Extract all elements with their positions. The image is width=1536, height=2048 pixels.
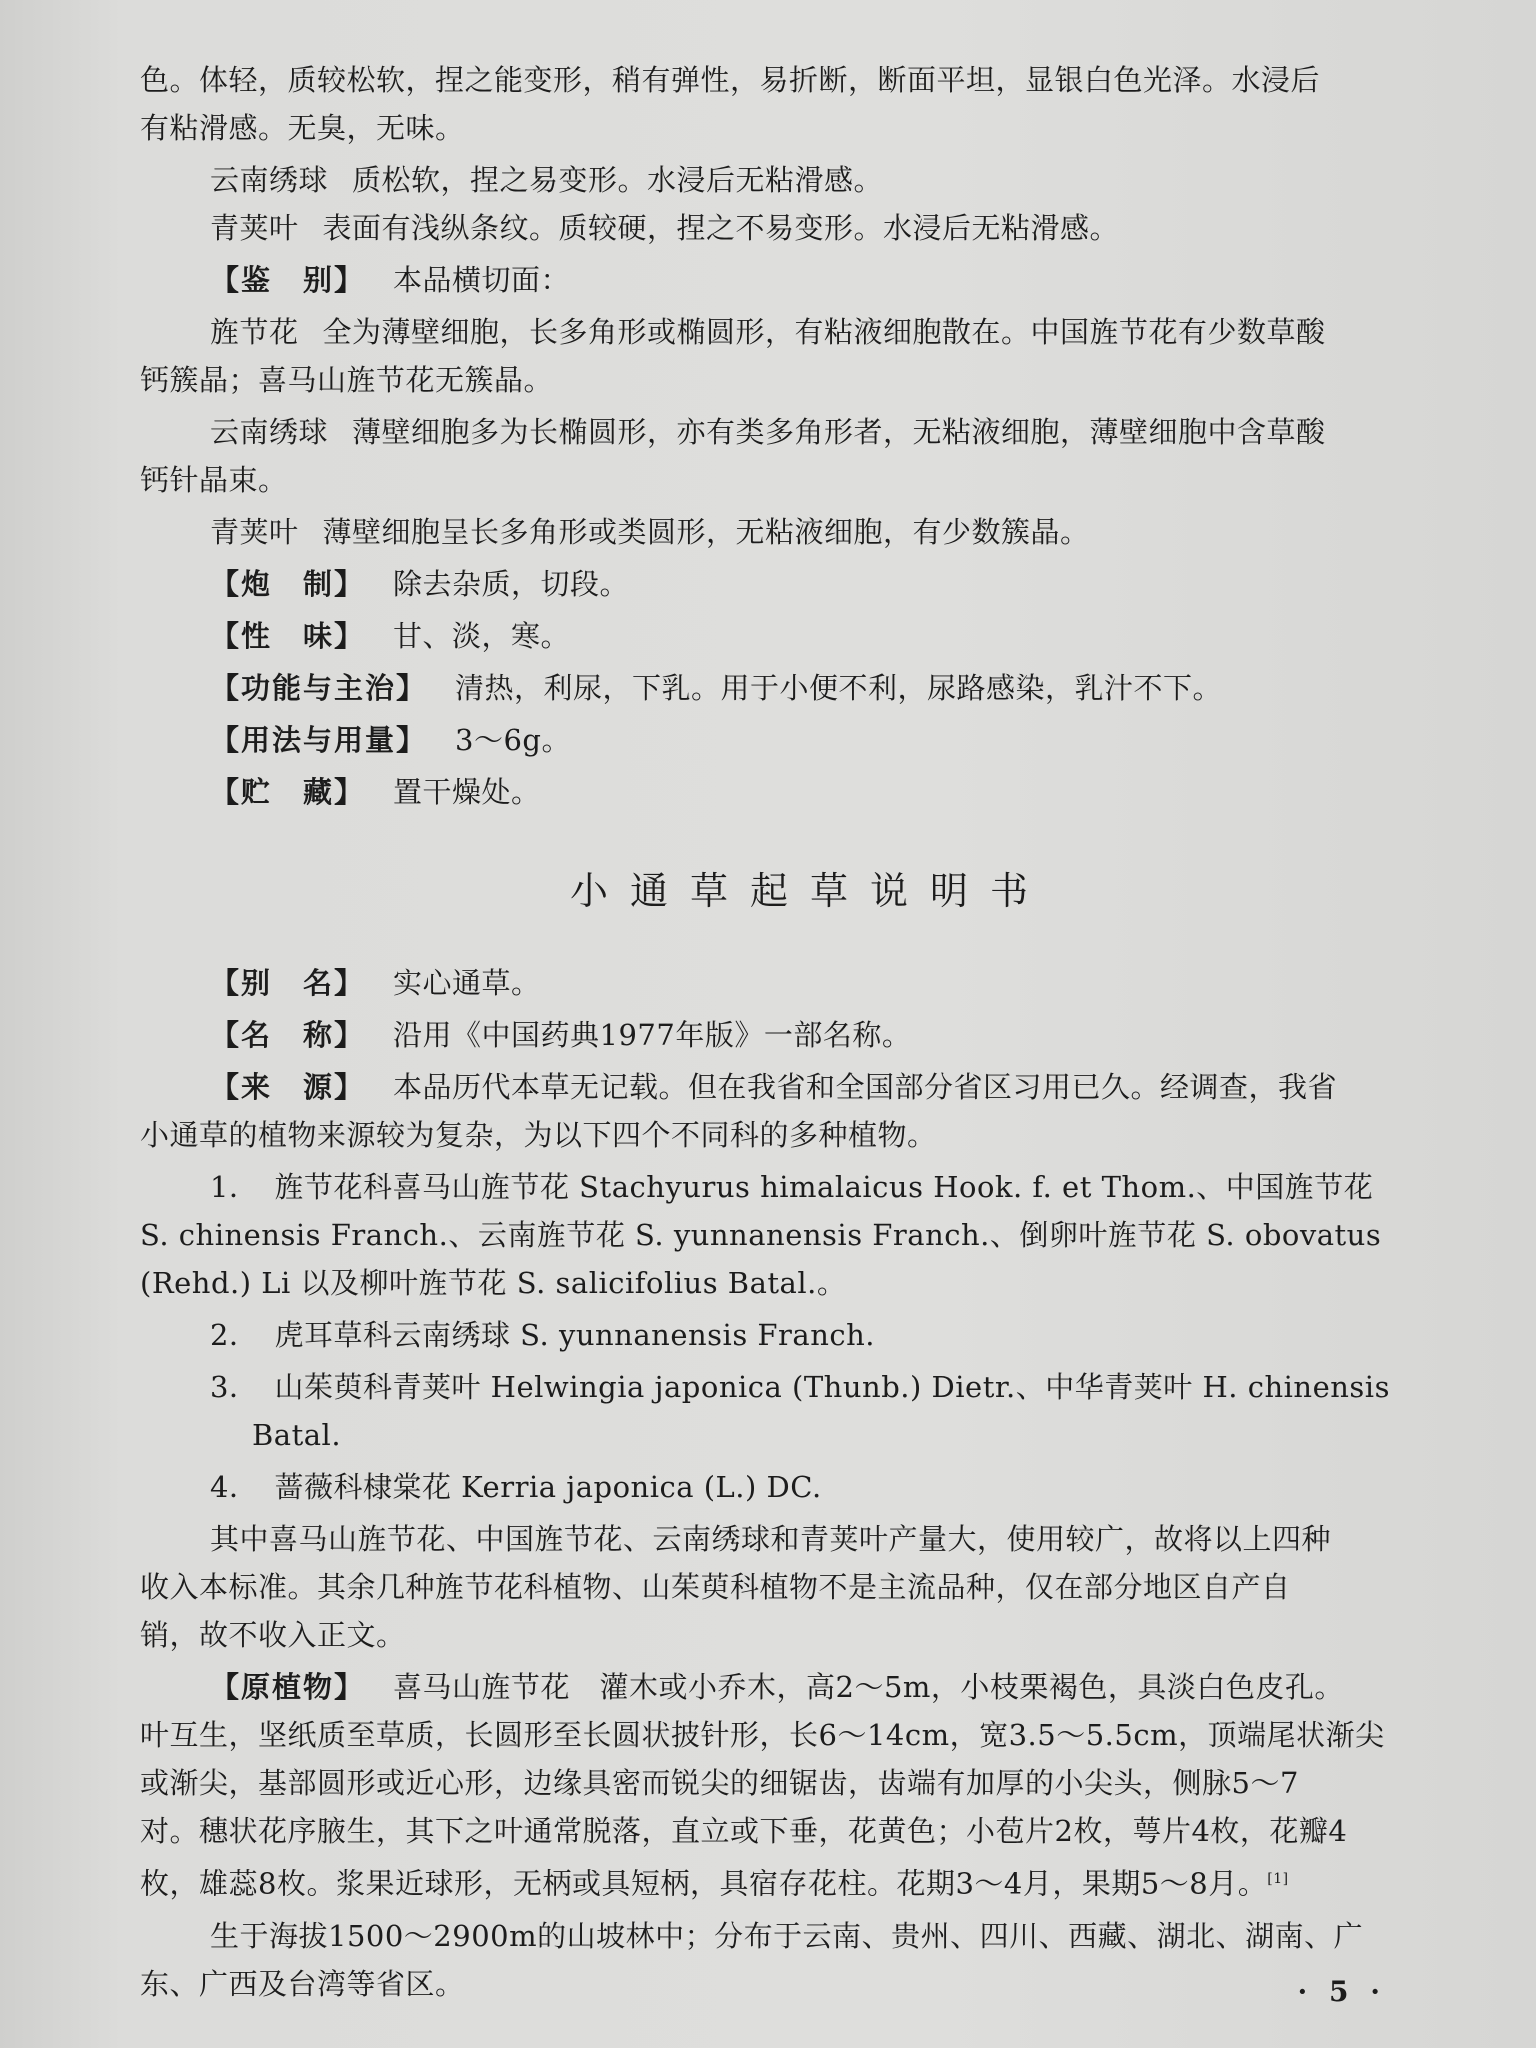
text-line (140, 508, 1440, 556)
text-line: 对。穗状花序腋生，其下之叶通常脱落，直立或下垂，花黄色；小苞片2枚，萼片4枚，花瓣4 (140, 1814, 1348, 1848)
list-item (140, 1311, 1440, 1359)
section-text: 实心通草。 (393, 966, 541, 1000)
section-tag: 【性 味】 (210, 619, 366, 653)
text-line: 或渐尖，基部圆形或近心形，边缘具密而锐尖的细锯齿，齿端有加厚的小尖头，侧脉5～7 (140, 1766, 1299, 1800)
section-text: 除去杂质，切段。 (393, 567, 630, 601)
text-line: 钙针晶束。 (140, 463, 288, 497)
section-tag: 【原植物】 (210, 1670, 366, 1704)
page-number: · 5 · (1297, 1975, 1386, 2008)
term: 旌节花 (210, 315, 299, 349)
text-content: 枚，雄蕊8枚。浆果近球形，无柄或具短柄，具宿存花柱。花期3～4月，果期5～8月。 (140, 1866, 1268, 1901)
list-text: 虎耳草科云南绣球 S. yunnanensis Franch. (274, 1318, 876, 1352)
section-zhucang (140, 768, 1440, 816)
text-line: S. chinensis Franch.、云南旌节花 S. yunnanensis Franch.、倒卵叶旌节花 S. obovatus (140, 1218, 1382, 1252)
text-line: 有粘滑感。无臭，无味。 (140, 111, 465, 145)
text-line: 收入本标准。其余几种旌节花科植物、山茱萸科植物不是主流品种，仅在部分地区自产自 (140, 1570, 1291, 1604)
list-item (140, 1363, 1440, 1411)
section-jianbie (140, 256, 1440, 304)
section-tag: 【鉴 别】 (210, 263, 366, 297)
text-line: 其中喜马山旌节花、中国旌节花、云南绣球和青荚叶产量大，使用较广，故将以上四种 (210, 1522, 1332, 1556)
term: 青荚叶 (210, 515, 299, 549)
term-text: 薄壁细胞呈长多角形或类圆形，无粘液细胞，有少数簇晶。 (322, 515, 1090, 549)
section-mingcheng (140, 1011, 1440, 1059)
term-text: 薄壁细胞多为长椭圆形，亦有类多角形者，无粘液细胞，薄壁细胞中含草酸 (352, 415, 1326, 449)
section-text: 本品历代本草无记载。但在我省和全国部分省区习用已久。经调查，我省 (393, 1070, 1338, 1104)
term-text: 表面有浅纵条纹。质较硬，捏之不易变形。水浸后无粘滑感。 (322, 211, 1120, 245)
section-text: 3～6g。 (455, 723, 571, 757)
text-line (140, 204, 1440, 252)
reference-mark: [1] (1267, 1871, 1289, 1887)
section-text: 置干燥处。 (393, 775, 541, 809)
term: 云南绣球 (210, 163, 329, 197)
list-item (140, 1463, 1440, 1511)
section-tag: 【功能与主治】 (210, 671, 428, 705)
term-text: 质松软，捏之易变形。水浸后无粘滑感。 (352, 163, 884, 197)
text-line: 销，故不收入正文。 (140, 1618, 406, 1652)
list-text: 旌节花科喜马山旌节花 Stachyurus himalaicus Hook. f. et Thom.、中国旌节花 (274, 1170, 1374, 1204)
section-gongneng (140, 664, 1440, 712)
section-tag: 【贮 藏】 (210, 775, 366, 809)
section-text: 清热，利尿，下乳。用于小便不利，尿路感染，乳汁不下。 (455, 671, 1223, 705)
section-tag: 【用法与用量】 (210, 723, 428, 757)
section-paozhi (140, 560, 1440, 608)
text-line: 钙簇晶；喜马山旌节花无簇晶。 (140, 363, 554, 397)
list-text: 山茱萸科青荚叶 Helwingia japonica (Thunb.) Dietr.、中华青荚叶 H. chinensis (274, 1370, 1390, 1404)
term: 云南绣球 (210, 415, 329, 449)
text-line: 色。体轻，质较松软，捏之能变形，稍有弹性，易折断，断面平坦，显银白色光泽。水浸后 (140, 63, 1321, 97)
text-line: 小通草的植物来源较为复杂，为以下四个不同科的多种植物。 (140, 1118, 937, 1152)
section-title: 小通草起草说明书 (569, 869, 1050, 913)
term: 青荚叶 (210, 211, 299, 245)
text-line: 东、广西及台湾等省区。 (140, 1966, 465, 2001)
section-yongfa (140, 716, 1440, 764)
text-line (140, 1855, 1440, 1908)
section-text: 沿用《中国药典1977年版》一部名称。 (393, 1018, 912, 1052)
list-number: 2． (210, 1318, 259, 1352)
section-tag: 【别 名】 (210, 966, 366, 1000)
section-tag: 【来 源】 (210, 1070, 366, 1104)
section-text: 甘、淡，寒。 (393, 619, 571, 653)
text-line: Batal. (252, 1418, 342, 1452)
text-line (140, 156, 1440, 204)
section-text: 喜马山旌节花 灌木或小乔木，高2～5m，小枝栗褐色，具淡白色皮孔。 (393, 1670, 1344, 1704)
list-text: 蔷薇科棣棠花 Kerria japonica (L.) DC. (274, 1470, 822, 1504)
section-bieming (140, 959, 1440, 1007)
list-number: 1． (210, 1170, 259, 1204)
text-line (140, 308, 1440, 356)
term-text: 全为薄壁细胞，长多角形或椭圆形，有粘液细胞散在。中国旌节花有少数草酸 (322, 315, 1326, 349)
section-text: 本品横切面： (393, 263, 571, 297)
section-tag: 【名 称】 (210, 1018, 366, 1052)
section-laiyuan (140, 1063, 1440, 1111)
list-item (140, 1163, 1440, 1211)
text-line: (Rehd.) Li 以及柳叶旌节花 S. salicifolius Batal.。 (140, 1266, 847, 1300)
text-line: 生于海拔1500～2900m的山坡林中；分布于云南、贵州、四川、西藏、湖北、湖南、广 (210, 1918, 1364, 1953)
list-number: 4． (210, 1470, 259, 1504)
text-line: 叶互生，坚纸质至草质，长圆形至长圆状披针形，长6～14cm，宽3.5～5.5cm，顶端尾状渐尖 (140, 1718, 1385, 1752)
section-yuanzhiwu (140, 1663, 1440, 1711)
section-tag: 【炮 制】 (210, 567, 366, 601)
section-xingwei (140, 612, 1440, 660)
text-line (140, 408, 1440, 456)
list-number: 3． (210, 1370, 259, 1404)
